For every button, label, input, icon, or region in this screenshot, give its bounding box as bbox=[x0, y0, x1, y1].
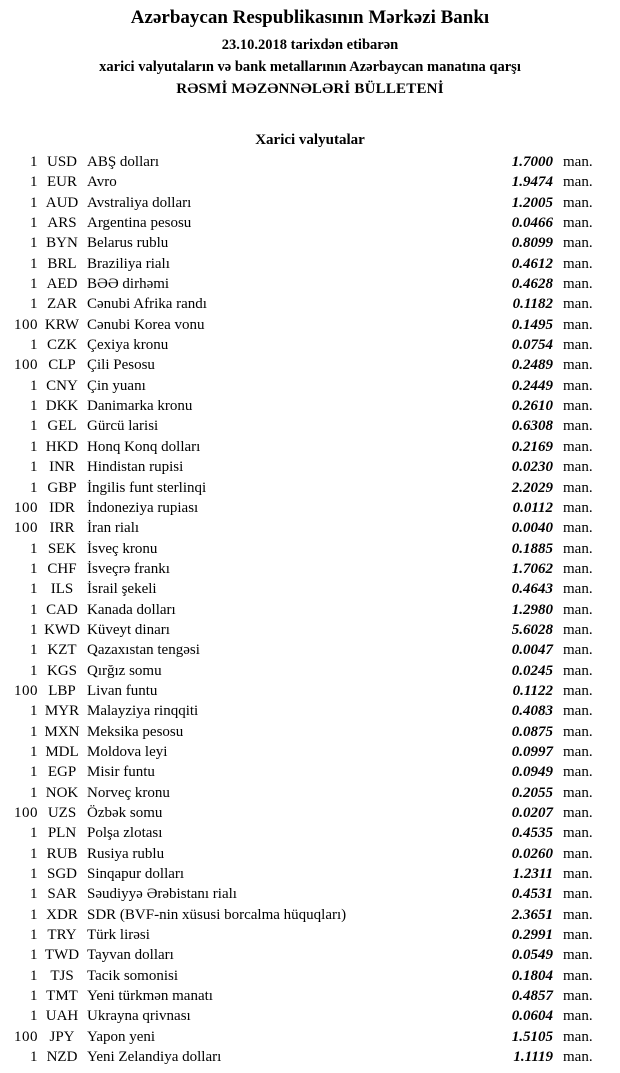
quantity-cell: 1 bbox=[30, 438, 38, 455]
currency-code-cell: GEL bbox=[47, 418, 77, 435]
rate-cell: 1.1119 bbox=[513, 1049, 553, 1066]
quantity-cell: 1 bbox=[30, 479, 38, 496]
quantity-cell: 1 bbox=[30, 845, 38, 862]
table-row bbox=[0, 559, 620, 579]
rate-cell: 0.4612 bbox=[511, 255, 553, 272]
rate-cell: 0.0549 bbox=[511, 947, 553, 964]
quantity-cell: 1 bbox=[30, 296, 38, 313]
quantity-cell: 1 bbox=[30, 947, 38, 964]
currency-name-cell: İsrail şekeli bbox=[87, 581, 157, 598]
rate-cell: 1.5105 bbox=[511, 1028, 553, 1045]
currency-code-cell: TJS bbox=[50, 967, 74, 984]
currency-code-cell: MXN bbox=[44, 723, 80, 740]
table-row bbox=[0, 722, 620, 742]
currency-name-cell: Argentina pesosu bbox=[87, 215, 192, 232]
currency-code-cell: EUR bbox=[47, 174, 77, 191]
table-row bbox=[0, 233, 620, 253]
currency-name-cell: İran rialı bbox=[87, 520, 140, 537]
unit-cell: man. bbox=[563, 906, 593, 923]
quantity-cell: 1 bbox=[30, 377, 38, 394]
table-row bbox=[0, 539, 620, 559]
rate-cell: 0.0260 bbox=[511, 845, 553, 862]
currency-name-cell: Tayvan dolları bbox=[87, 947, 174, 964]
currency-name-cell: Çili Pesosu bbox=[87, 357, 155, 374]
rate-cell: 0.8099 bbox=[511, 235, 553, 252]
table-row bbox=[0, 783, 620, 803]
currency-name-cell: Sinqapur dolları bbox=[87, 866, 185, 883]
currency-name-cell: Danimarka kronu bbox=[87, 398, 193, 415]
currency-name-cell: Türk lirəsi bbox=[87, 927, 150, 944]
quantity-cell: 1 bbox=[30, 601, 38, 618]
rate-cell: 0.2991 bbox=[511, 927, 553, 944]
unit-cell: man. bbox=[563, 377, 593, 394]
currency-name-cell: Misir funtu bbox=[87, 764, 155, 781]
rate-cell: 0.4535 bbox=[511, 825, 553, 842]
currency-code-cell: CNY bbox=[46, 377, 78, 394]
table-row bbox=[0, 966, 620, 986]
table-row bbox=[0, 376, 620, 396]
rate-cell: 0.0245 bbox=[511, 662, 553, 679]
unit-cell: man. bbox=[563, 540, 593, 557]
currency-code-cell: IRR bbox=[49, 520, 75, 537]
currency-code-cell: SEK bbox=[47, 540, 77, 557]
quantity-cell: 100 bbox=[14, 499, 38, 516]
subtitle-line: xarici valyutaların və bank metallarının Azərbaycan manatına qarşı bbox=[99, 59, 521, 75]
quantity-cell: 1 bbox=[30, 927, 38, 944]
currency-name-cell: Cənubi Korea vonu bbox=[87, 316, 205, 333]
table-row bbox=[0, 498, 620, 518]
table-row bbox=[0, 661, 620, 681]
quantity-cell: 1 bbox=[30, 235, 38, 252]
currency-name-cell: Belarus rublu bbox=[87, 235, 169, 252]
unit-cell: man. bbox=[563, 276, 593, 293]
unit-cell: man. bbox=[563, 866, 593, 883]
currency-code-cell: UAH bbox=[45, 1008, 79, 1025]
unit-cell: man. bbox=[563, 927, 593, 944]
currency-code-cell: AUD bbox=[45, 194, 79, 211]
unit-cell: man. bbox=[563, 1028, 593, 1045]
rate-cell: 2.3651 bbox=[511, 906, 553, 923]
currency-code-cell: TWD bbox=[44, 947, 80, 964]
table-row bbox=[0, 457, 620, 477]
currency-name-cell: Gürcü larisi bbox=[87, 418, 159, 435]
quantity-cell: 1 bbox=[30, 337, 38, 354]
unit-cell: man. bbox=[563, 743, 593, 760]
quantity-cell: 1 bbox=[30, 540, 38, 557]
table-row bbox=[0, 172, 620, 192]
table-row bbox=[0, 274, 620, 294]
currency-name-cell: Özbək somu bbox=[87, 805, 163, 821]
unit-cell: man. bbox=[563, 398, 593, 415]
quantity-cell: 100 bbox=[14, 1028, 38, 1045]
quantity-cell: 1 bbox=[30, 723, 38, 740]
quantity-cell: 1 bbox=[30, 662, 38, 679]
currency-code-cell: INR bbox=[49, 459, 75, 476]
rate-cell: 0.2489 bbox=[511, 357, 553, 374]
section-title-foreign-currencies: Xarici valyutalar bbox=[255, 132, 365, 148]
rate-cell: 0.2169 bbox=[511, 438, 553, 455]
currency-code-cell: SAR bbox=[47, 886, 77, 903]
currency-code-cell: JPY bbox=[49, 1028, 75, 1045]
table-row bbox=[0, 600, 620, 620]
currency-code-cell: ZAR bbox=[47, 296, 77, 313]
quantity-cell: 1 bbox=[30, 703, 38, 720]
quantity-cell: 1 bbox=[30, 255, 38, 272]
currency-code-cell: NZD bbox=[46, 1049, 78, 1066]
table-row bbox=[0, 925, 620, 945]
currency-name-cell: BƏƏ dirhəmi bbox=[87, 276, 170, 293]
table-row bbox=[0, 396, 620, 416]
currency-code-cell: TRY bbox=[47, 927, 77, 944]
rate-cell: 0.4857 bbox=[511, 988, 553, 1005]
rate-cell: 0.0047 bbox=[511, 642, 553, 659]
quantity-cell: 100 bbox=[14, 357, 38, 374]
currency-table bbox=[0, 152, 620, 1067]
currency-code-cell: KRW bbox=[44, 316, 80, 333]
currency-name-cell: Çin yuanı bbox=[87, 377, 146, 394]
currency-name-cell: Avstraliya dolları bbox=[87, 194, 192, 211]
currency-code-cell: MDL bbox=[45, 743, 79, 760]
rate-cell: 0.1122 bbox=[512, 682, 553, 699]
currency-name-cell: Səudiyyə Ərəbistanı rialı bbox=[87, 886, 237, 903]
rate-cell: 0.6308 bbox=[511, 418, 553, 435]
unit-cell: man. bbox=[563, 967, 593, 984]
quantity-cell: 1 bbox=[30, 886, 38, 903]
currency-name-cell: Honq Konq dolları bbox=[87, 438, 201, 455]
rate-cell: 0.0112 bbox=[512, 499, 553, 516]
rate-cell: 1.7062 bbox=[511, 560, 553, 577]
currency-name-cell: SDR (BVF-nin xüsusi borcalma hüquqları) bbox=[87, 906, 347, 923]
currency-code-cell: HKD bbox=[45, 438, 79, 455]
unit-cell: man. bbox=[563, 560, 593, 577]
currency-name-cell: Meksika pesosu bbox=[87, 723, 184, 740]
currency-code-cell: MYR bbox=[44, 703, 80, 720]
currency-name-cell: Küveyt dinarı bbox=[87, 621, 170, 638]
quantity-cell: 1 bbox=[30, 194, 38, 211]
currency-name-cell: Moldova leyi bbox=[87, 743, 168, 760]
quantity-cell: 1 bbox=[30, 154, 38, 170]
currency-name-cell: Yeni Zelandiya dolları bbox=[87, 1049, 222, 1066]
table-row bbox=[0, 945, 620, 965]
unit-cell: man. bbox=[563, 886, 593, 903]
quantity-cell: 100 bbox=[14, 682, 38, 699]
rate-cell: 1.2311 bbox=[512, 866, 553, 883]
rate-cell: 1.2005 bbox=[511, 194, 553, 211]
unit-cell: man. bbox=[563, 947, 593, 964]
unit-cell: man. bbox=[563, 479, 593, 496]
currency-code-cell: GBP bbox=[47, 479, 77, 496]
unit-cell: man. bbox=[563, 621, 593, 638]
table-row bbox=[0, 355, 620, 375]
rate-cell: 0.0997 bbox=[511, 743, 553, 760]
effective-date-line: 23.10.2018 tarixdən etibarən bbox=[221, 37, 399, 53]
rate-cell: 0.1182 bbox=[512, 296, 553, 313]
currency-name-cell: Qazaxıstan tengəsi bbox=[87, 642, 200, 659]
rate-cell: 5.6028 bbox=[511, 621, 553, 638]
unit-cell: man. bbox=[563, 194, 593, 211]
currency-name-cell: Yapon yeni bbox=[87, 1028, 156, 1045]
currency-code-cell: USD bbox=[46, 154, 77, 170]
quantity-cell: 1 bbox=[30, 215, 38, 232]
bank-title: Azərbaycan Respublikasının Mərkəzi Bankı bbox=[130, 7, 490, 28]
currency-code-cell: BRL bbox=[47, 255, 77, 272]
unit-cell: man. bbox=[563, 805, 593, 821]
table-row bbox=[0, 437, 620, 457]
currency-name-cell: Ukrayna qrivnası bbox=[87, 1008, 191, 1025]
unit-cell: man. bbox=[563, 1008, 593, 1025]
table-row bbox=[0, 579, 620, 599]
currency-name-cell: Avro bbox=[87, 174, 117, 191]
unit-cell: man. bbox=[563, 337, 593, 354]
unit-cell: man. bbox=[563, 1049, 593, 1066]
quantity-cell: 100 bbox=[14, 316, 38, 333]
currency-code-cell: TMT bbox=[46, 988, 78, 1005]
quantity-cell: 1 bbox=[30, 825, 38, 842]
table-row bbox=[0, 294, 620, 314]
unit-cell: man. bbox=[563, 845, 593, 862]
quantity-cell: 1 bbox=[30, 276, 38, 293]
currency-name-cell: Rusiya rublu bbox=[87, 845, 165, 862]
rate-cell: 0.2055 bbox=[511, 784, 553, 801]
rate-cell: 0.1804 bbox=[511, 967, 553, 984]
currency-name-cell: Norveç kronu bbox=[87, 784, 170, 801]
quantity-cell: 1 bbox=[30, 906, 38, 923]
table-row bbox=[0, 335, 620, 355]
rate-cell: 0.0040 bbox=[511, 520, 553, 537]
currency-code-cell: CAD bbox=[46, 601, 78, 618]
quantity-cell: 1 bbox=[30, 174, 38, 191]
currency-code-cell: LBP bbox=[48, 682, 76, 699]
rate-cell: 0.1885 bbox=[511, 540, 553, 557]
rate-cell: 0.0875 bbox=[511, 723, 553, 740]
unit-cell: man. bbox=[563, 764, 593, 781]
table-row bbox=[0, 905, 620, 925]
currency-name-cell: Livan funtu bbox=[87, 682, 158, 699]
unit-cell: man. bbox=[563, 581, 593, 598]
quantity-cell: 1 bbox=[30, 642, 38, 659]
table-row bbox=[0, 213, 620, 233]
currency-code-cell: NOK bbox=[45, 784, 79, 801]
currency-name-cell: Çexiya kronu bbox=[87, 337, 169, 354]
unit-cell: man. bbox=[563, 520, 593, 537]
quantity-cell: 1 bbox=[30, 459, 38, 476]
currency-code-cell: KGS bbox=[46, 662, 77, 679]
currency-code-cell: CLP bbox=[48, 357, 76, 374]
quantity-cell: 1 bbox=[30, 784, 38, 801]
currency-code-cell: KZT bbox=[47, 642, 77, 659]
currency-code-cell: BYN bbox=[46, 235, 78, 252]
currency-name-cell: İndoneziya rupiası bbox=[87, 499, 199, 516]
unit-cell: man. bbox=[563, 215, 593, 232]
table-row bbox=[0, 742, 620, 762]
rate-cell: 0.1495 bbox=[511, 316, 553, 333]
currency-code-cell: UZS bbox=[47, 805, 77, 821]
table-row bbox=[0, 864, 620, 884]
rate-cell: 0.0604 bbox=[511, 1008, 553, 1025]
currency-name-cell: Cənubi Afrika randı bbox=[87, 296, 207, 313]
unit-cell: man. bbox=[563, 601, 593, 618]
unit-cell: man. bbox=[563, 825, 593, 842]
currency-name-cell: Yeni türkmən manatı bbox=[87, 988, 213, 1005]
unit-cell: man. bbox=[563, 235, 593, 252]
unit-cell: man. bbox=[563, 642, 593, 659]
table-row bbox=[0, 315, 620, 335]
currency-code-cell: AED bbox=[46, 276, 78, 293]
currency-code-cell: EGP bbox=[47, 764, 77, 781]
table-row bbox=[0, 518, 620, 538]
currency-name-cell: Polşa zlotası bbox=[87, 825, 163, 842]
quantity-cell: 1 bbox=[30, 764, 38, 781]
table-row bbox=[0, 254, 620, 274]
currency-name-cell: İsveç kronu bbox=[87, 540, 158, 557]
currency-name-cell: Braziliya rialı bbox=[87, 255, 170, 272]
quantity-cell: 1 bbox=[30, 398, 38, 415]
rate-cell: 0.4643 bbox=[511, 581, 553, 598]
table-row bbox=[0, 1027, 620, 1047]
unit-cell: man. bbox=[563, 723, 593, 740]
rate-cell: 0.4083 bbox=[511, 703, 553, 720]
currency-code-cell: SGD bbox=[46, 866, 77, 883]
quantity-cell: 1 bbox=[30, 581, 38, 598]
currency-name-cell: ABŞ dolları bbox=[87, 154, 160, 170]
unit-cell: man. bbox=[563, 296, 593, 313]
rate-cell: 0.0207 bbox=[511, 805, 553, 821]
unit-cell: man. bbox=[563, 154, 593, 170]
currency-code-cell: ILS bbox=[50, 581, 74, 598]
rate-cell: 0.0466 bbox=[511, 215, 553, 232]
table-row bbox=[0, 152, 620, 172]
currency-name-cell: İngilis funt sterlinqi bbox=[87, 479, 207, 496]
quantity-cell: 100 bbox=[14, 805, 38, 821]
document-header bbox=[0, 0, 620, 99]
rate-cell: 0.2610 bbox=[511, 398, 553, 415]
currency-code-cell: XDR bbox=[46, 906, 78, 923]
rate-cell: 0.0949 bbox=[511, 764, 553, 781]
unit-cell: man. bbox=[563, 459, 593, 476]
table-row bbox=[0, 416, 620, 436]
table-row bbox=[0, 620, 620, 640]
table-row bbox=[0, 701, 620, 721]
rate-cell: 2.2029 bbox=[511, 479, 553, 496]
currency-code-cell: IDR bbox=[49, 499, 75, 516]
table-row bbox=[0, 762, 620, 782]
rate-cell: 0.0230 bbox=[511, 459, 553, 476]
table-row bbox=[0, 640, 620, 660]
table-row bbox=[0, 1047, 620, 1067]
currency-code-cell: CZK bbox=[47, 337, 77, 354]
currency-name-cell: Malayziya rinqqiti bbox=[87, 703, 199, 720]
currency-code-cell: KWD bbox=[44, 621, 80, 638]
unit-cell: man. bbox=[563, 662, 593, 679]
currency-code-cell: RUB bbox=[46, 845, 78, 862]
table-row bbox=[0, 884, 620, 904]
table-row bbox=[0, 844, 620, 864]
table-row bbox=[0, 986, 620, 1006]
rate-cell: 0.0754 bbox=[511, 337, 553, 354]
currency-code-cell: CHF bbox=[47, 560, 77, 577]
unit-cell: man. bbox=[563, 255, 593, 272]
unit-cell: man. bbox=[563, 174, 593, 191]
rate-cell: 0.4628 bbox=[511, 276, 553, 293]
unit-cell: man. bbox=[563, 988, 593, 1005]
quantity-cell: 1 bbox=[30, 967, 38, 984]
unit-cell: man. bbox=[563, 438, 593, 455]
table-row bbox=[0, 803, 620, 823]
unit-cell: man. bbox=[563, 784, 593, 801]
bulletin-title: RƏSMİ MƏZƏNNƏLƏRİ BÜLLETENİ bbox=[176, 81, 444, 97]
table-row bbox=[0, 823, 620, 843]
unit-cell: man. bbox=[563, 418, 593, 435]
currency-code-cell: ARS bbox=[47, 215, 77, 232]
currency-name-cell: Kanada dolları bbox=[87, 601, 176, 618]
currency-name-cell: İsveçrə frankı bbox=[87, 560, 170, 577]
quantity-cell: 1 bbox=[30, 1008, 38, 1025]
rate-cell: 0.2449 bbox=[511, 377, 553, 394]
currency-name-cell: Hindistan rupisi bbox=[87, 459, 184, 476]
table-row bbox=[0, 681, 620, 701]
quantity-cell: 100 bbox=[14, 520, 38, 537]
quantity-cell: 1 bbox=[30, 866, 38, 883]
rate-cell: 0.4531 bbox=[511, 886, 553, 903]
currency-code-cell: PLN bbox=[47, 825, 77, 842]
unit-cell: man. bbox=[563, 703, 593, 720]
currency-name-cell: Qırğız somu bbox=[87, 662, 162, 679]
quantity-cell: 1 bbox=[30, 418, 38, 435]
quantity-cell: 1 bbox=[30, 621, 38, 638]
unit-cell: man. bbox=[563, 357, 593, 374]
rate-cell: 1.7000 bbox=[511, 154, 553, 170]
quantity-cell: 1 bbox=[30, 1049, 38, 1066]
table-row bbox=[0, 1006, 620, 1026]
rate-cell: 1.2980 bbox=[511, 601, 553, 618]
currency-code-cell: DKK bbox=[45, 398, 79, 415]
quantity-cell: 1 bbox=[30, 743, 38, 760]
unit-cell: man. bbox=[563, 682, 593, 699]
currency-name-cell: Tacik somonisi bbox=[87, 967, 179, 984]
unit-cell: man. bbox=[563, 499, 593, 516]
rate-cell: 1.9474 bbox=[511, 174, 553, 191]
quantity-cell: 1 bbox=[30, 560, 38, 577]
unit-cell: man. bbox=[563, 316, 593, 333]
table-row bbox=[0, 478, 620, 498]
table-row bbox=[0, 193, 620, 213]
quantity-cell: 1 bbox=[30, 988, 38, 1005]
